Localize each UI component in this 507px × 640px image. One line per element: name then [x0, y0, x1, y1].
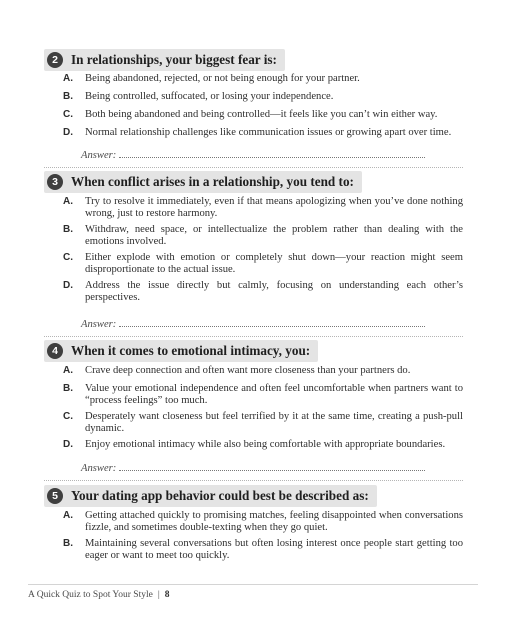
question-title: When conflict arises in a relationship, you tend to: [71, 174, 354, 189]
answer-blank[interactable] [119, 461, 425, 471]
option-letter: A. [63, 365, 73, 376]
question-number-badge: 4 [47, 343, 63, 359]
option-letter: C. [63, 252, 73, 263]
option-text: Desperately want closeness but feel terrified by it at the same time, creating a push-pull dynamic. [85, 411, 463, 434]
answer-line-4[interactable] [81, 461, 425, 474]
option-letter: D. [63, 280, 73, 291]
question-number-badge: 2 [47, 52, 63, 68]
answer-label: Answer: [81, 463, 117, 474]
footer-separator: | [157, 590, 160, 600]
answer-line-2[interactable] [81, 148, 425, 161]
section-divider [44, 167, 463, 168]
answer-label: Answer: [81, 150, 117, 161]
option-letter: B. [63, 224, 73, 235]
footer-title: A Quick Quiz to Spot Your Style [28, 590, 153, 600]
option-letter: B. [63, 91, 73, 102]
option-text: Enjoy emotional intimacy while also being comfortable with appropriate boundaries. [85, 439, 446, 450]
option-5b [63, 538, 463, 562]
option-text: Withdraw, need space, or intellectualize the problem rather than dealing with the emotions involved. [85, 224, 463, 247]
option-3c [63, 252, 463, 276]
option-text: Either explode with emotion or completely shut down—your reaction might seem disproportionate to the actual issue. [85, 252, 463, 275]
question-title: When it comes to emotional intimacy, you: [71, 343, 311, 358]
answer-line-3[interactable] [81, 317, 425, 330]
option-letter: A. [63, 73, 73, 84]
option-2b [63, 91, 463, 103]
option-letter: C. [63, 109, 73, 120]
option-3d [63, 280, 463, 304]
option-4d [63, 439, 463, 451]
option-letter: C. [63, 411, 73, 422]
section-divider [44, 480, 463, 481]
option-text: Try to resolve it immediately, even if that means apologizing when you’ve done nothing wrong, just to restore harmony. [85, 196, 463, 219]
option-text: Value your emotional independence and often feel uncomfortable when partners want to “process feelings” too much. [85, 383, 463, 406]
option-4c [63, 411, 463, 435]
option-text: Both being abandoned and being controlled—it feels like you can’t win either way. [85, 109, 438, 120]
answer-label: Answer: [81, 319, 117, 330]
question-2-header [44, 49, 285, 71]
option-letter: D. [63, 127, 73, 138]
page-number: 8 [164, 590, 170, 600]
answer-blank[interactable] [119, 317, 425, 327]
answer-blank[interactable] [119, 148, 425, 158]
option-2a [63, 73, 463, 85]
option-text: Getting attached quickly to promising matches, feeling disappointed when conversations fizzle, and sometimes double-texting when they go quiet. [85, 510, 463, 533]
option-3a [63, 196, 463, 220]
option-text: Normal relationship challenges like communication issues or growing apart over time. [85, 127, 452, 138]
question-title: Your dating app behavior could best be described as: [71, 488, 369, 503]
option-2c [63, 109, 463, 121]
option-5a [63, 510, 463, 534]
question-number-badge: 3 [47, 174, 63, 190]
question-3-header [44, 171, 362, 193]
question-number-badge: 5 [47, 488, 63, 504]
page-footer [28, 590, 170, 600]
option-letter: B. [63, 538, 73, 549]
option-4a [63, 365, 463, 377]
option-text: Being abandoned, rejected, or not being enough for your partner. [85, 73, 360, 84]
option-letter: A. [63, 510, 73, 521]
option-letter: A. [63, 196, 73, 207]
question-4-header [44, 340, 318, 362]
option-text: Crave deep connection and often want more closeness than your partners do. [85, 365, 411, 376]
option-text: Being controlled, suffocated, or losing your independence. [85, 91, 334, 102]
option-letter: B. [63, 383, 73, 394]
option-4b [63, 383, 463, 407]
option-2d [63, 127, 463, 139]
section-divider [44, 336, 463, 337]
footer-rule [28, 584, 478, 585]
option-3b [63, 224, 463, 248]
question-5-header [44, 485, 377, 507]
option-letter: D. [63, 439, 73, 450]
option-text: Maintaining several conversations but often losing interest once people start getting too eager or want to meet too quickly. [85, 538, 463, 561]
option-text: Address the issue directly but calmly, focusing on understanding each other’s perspectives. [85, 280, 463, 303]
question-title: In relationships, your biggest fear is: [71, 52, 277, 67]
